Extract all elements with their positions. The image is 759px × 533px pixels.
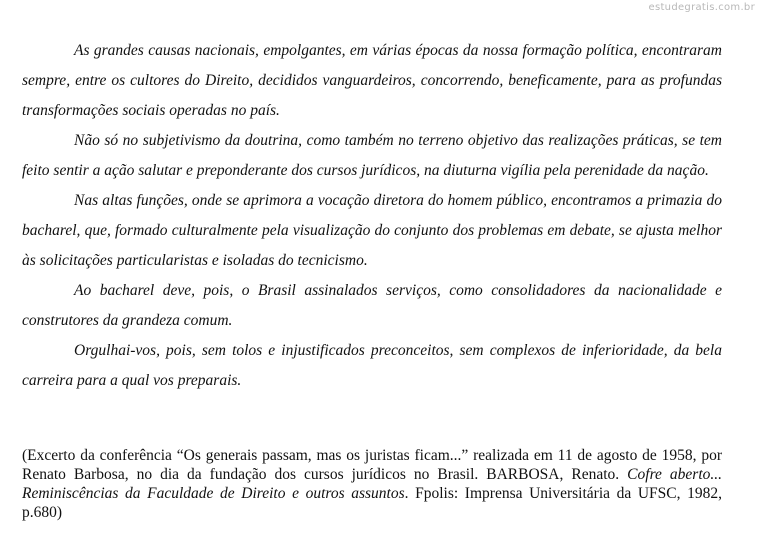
citation-book-title: Cofre aberto... Reminiscências da Faculdade de Direito e outros assuntos [22,466,723,502]
paragraph-5: Orgulhai-vos, pois, sem tolos e injustificados preconceitos, sem complexos de inferioridade, da bela carreira para a qual vos preparais. [22,342,722,389]
paragraph-1: As grandes causas nacionais, empolgantes, em várias épocas da nossa formação política, encontraram sempre, entre os cultores do Direito, decididos vanguardeiros, concorrendo, beneficamente, para as profundas transformações sociais operadas no país. [22,42,722,119]
paragraph-2: Não só no subjetivismo da doutrina, como também no terreno objetivo das realizações práticas, se tem feito sentir a ação salutar e preponderante dos cursos jurídicos, na diuturna vigília pela perenidade da nação. [22,132,722,179]
paragraph-3: Nas altas funções, onde se aprimora a vocação diretora do homem público, encontramos a primazia do bacharel, que, formado culturalmente pela visualização do conjunto dos problemas em debate, se ajusta melhor às solicitações particularistas e isoladas do tecnicismo. [22,192,722,269]
source-citation [22,446,722,522]
paragraph-4: Ao bacharel deve, pois, o Brasil assinalados serviços, como consolidadores da nacionalidade e construtores da grandeza comum. [22,282,722,329]
excerpt-text [22,36,722,396]
citation-publisher: . Fpolis: Imprensa Universitária da UFSC, 1982, p.680) [22,485,722,521]
citation-intro: (Excerto da conferência “Os generais passam, mas os juristas ficam...” realizada em 11 de agosto de 1958, por Renato Barbosa, no dia da fundação dos cursos jurídicos no Brasil. BARBOSA, Renato. [22,447,722,483]
watermark: estudegratis.com.br [648,2,755,13]
